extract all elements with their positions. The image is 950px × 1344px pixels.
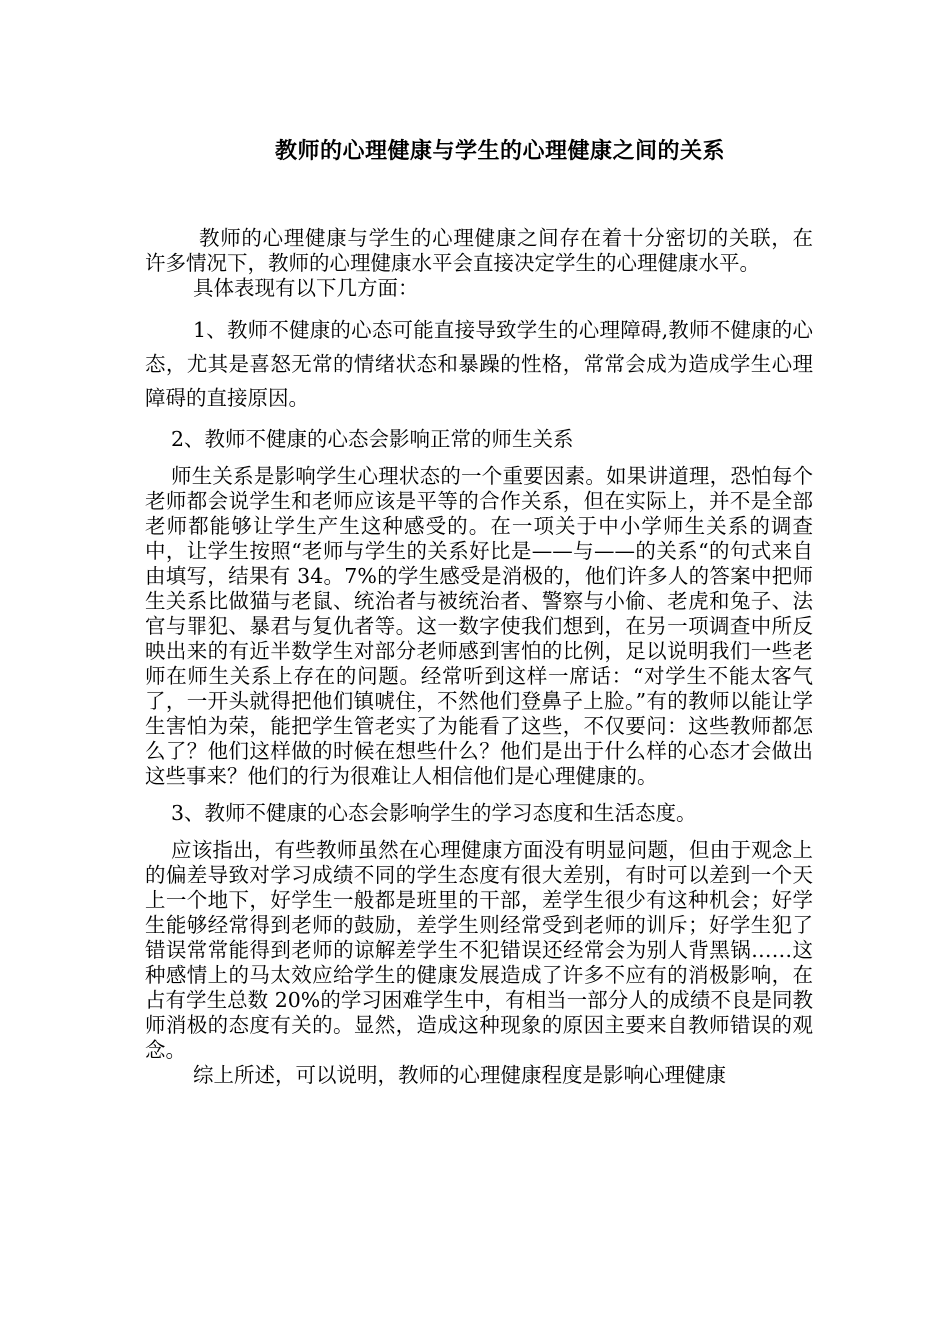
document-title: 教师的心理健康与学生的心理健康之间的关系 (274, 138, 725, 164)
paragraph-item-2-body: 师生关系是影响学生心理状态的一个重要因素。如果讲道理，恐怕每个老师都会说学生和老师应该是平等的合作关系，但在实际上，并不是全部老师都能够让学生产生这种感受的。在一项关于中小学师生关系的调查中，让学生按照“老师与学生的关系好比是——与——的关系“的句式来自由填写，结果有 34。7%的学生感受是消极的，他们许多人的答案中把师生关系比做猫与老鼠、统治者与被统治者、警察与小偷、老虎和兔子、法官与罪犯、暴君与复仇者等。这一数字使我们想到，在另一项调查中所反映出来的有近半数学生对部分老师感到害怕的比例，足以说明我们一些老师在师生关系上存在的问题。经常听到这样一席话：“对学生不能太客气了，一开头就得把他们镇唬住，不然他们登鼻子上脸。”有的教师以能让学生害怕为荣，能把学生管老实了为能看了这些，不仅要问：这些教师都怎么了？他们这样做的时候在想些什么？他们是出于什么样的心态才会做出这些事来？他们的行为很难让人相信他们是心理健康的。 (145, 464, 813, 788)
heading-item-3: 3、教师不健康的心态会影响学生的学习态度和生活态度。 (171, 801, 697, 825)
paragraph-item-3-body: 应该指出，有些教师虽然在心理健康方面没有明显问题，但由于观念上的偏差导致对学习成绩不同的学生态度有很大差别，有时可以差到一个天上一个地下，好学生一般都是班里的干部，差学生很少有这种机会；好学生能够经常得到老师的鼓励，差学生则经常受到老师的训斥；好学生犯了错误常常能得到老师的谅解差学生不犯错误还经常会为别人背黑锅……这种感情上的马太效应给学生的健康发展造成了许多不应有的消极影响，在占有学生总数 20%的学习困难学生中，有相当一部分人的成绩不良是同教师消极的态度有关的。显然，造成这种现象的原因主要来自教师错误的观念。 (145, 838, 813, 1062)
paragraph-conclusion: 综上所述，可以说明，教师的心理健康程度是影响心理健康 (193, 1063, 726, 1087)
paragraph-intro: 教师的心理健康与学生的心理健康之间存在着十分密切的关联，在许多情况下，教师的心理健康水平会直接决定学生的心理健康水平。 (145, 226, 813, 275)
heading-item-2: 2、教师不健康的心态会影响正常的师生关系 (171, 427, 574, 451)
document-body (145, 226, 813, 1088)
paragraph-item-1: 1、教师不健康的心态可能直接导致学生的心理障碍,教师不健康的心态，尤其是喜怒无常的情绪状态和暴躁的性格，常常会成为造成学生心理障碍的直接原因。 (145, 318, 813, 410)
paragraph-lead: 具体表现有以下几方面： (193, 276, 419, 300)
